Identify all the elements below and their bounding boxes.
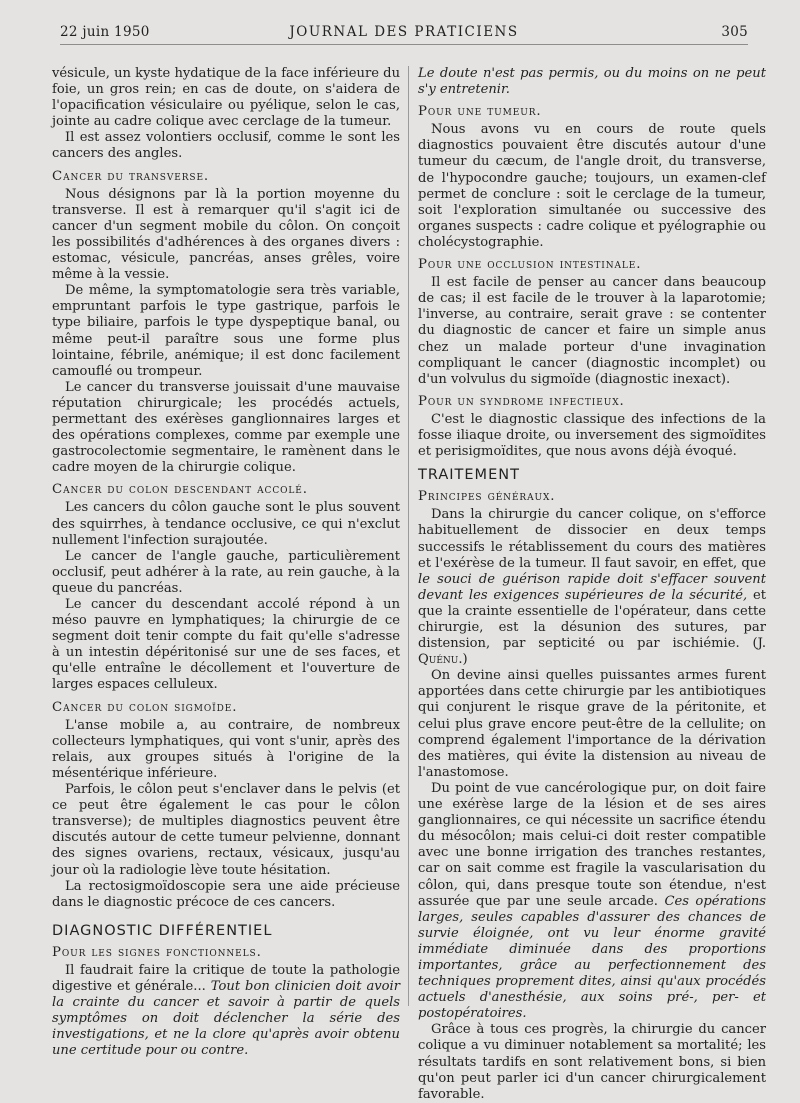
subheading-signes: Pour les signes fonctionnels.: [52, 944, 262, 960]
emphasis-run: le souci de guérison rapide doit s'effacer souvent devant les exigences supérieures de la sécurité,: [418, 571, 766, 603]
subheading-sigmoide: Cancer du colon sigmoïde.: [52, 699, 238, 715]
paragraph: C'est le diagnostic classique des infections de la fosse iliaque droite, ou inversement des sigmoïdites et perisigmoïdites, que nous avons déjà évoqué.: [418, 411, 766, 460]
left-column: [52, 66, 400, 1060]
paragraph: L'anse mobile a, au contraire, de nombreux collecteurs lymphatiques, qui vont s'unir, après des relais, aux groupes situés à l'origine de la mésentérique inférieure.: [52, 717, 400, 781]
paragraph: Il est facile de penser au cancer dans beaucoup de cas; il est facile de le trouver à la laparotomie; l'inverse, au contraire, serait grave : se contenter du diagnostic de cancer et faire un simple anus chez un malade porteur d'une invagination compliquant le cancer (diagnostic incomplet) ou d'un volvulus du sigmoïde (diagnostic inexact).: [418, 275, 766, 387]
text-run: Il faudrait faire la critique de toute la pathologie digestive et générale...: [52, 962, 400, 995]
subheading-principes: Principes généraux.: [418, 489, 556, 505]
paragraph: Nous avons vu en cours de route quels diagnostics pouvaient être discutés autour d'une tumeur du cæcum, de l'angle droit, du transverse, de l'hypocondre gauche; toujours, un examen-clef permet de conclure : soit le cerclage de la tumeur, soit l'exploration simultanée ou successive des organes suspects : cadre colique et pyélographie ou cholécystographie.: [418, 122, 766, 250]
subheading-tumeur: Pour une tumeur.: [418, 104, 542, 120]
paragraph: [52, 963, 400, 1060]
text-run: Du point de vue cancérologique pur, on doit faire une exérèse large de la lésion et de ses aires ganglionnaires, ce qui nécessite un sacrifice étendu du mésocôlon; mais celui-ci doit rester compatible avec une bonne irrigation des tranches restantes, car on sait comme est fragile la vascularisation du côlon, qui, dans presque toute son étendue, n'est assurée que par une seule arcade.: [418, 780, 766, 909]
paragraph: Le cancer du descendant accolé répond à un méso pauvre en lymphatiques; la chirurgie de ce segment doit tenir compte du fait qu'elle s'adresse à un intestin dépéritonisé sur une de ses faces, et qu'elle entraîne le décollement et l'ouverture de larges espaces celluleux.: [52, 597, 400, 693]
section-heading-traitement: TRAITEMENT: [418, 467, 520, 484]
paragraph: [418, 507, 766, 668]
section-heading-diagnostic: DIAGNOSTIC DIFFÉRENTIEL: [52, 922, 273, 939]
paragraph: [418, 66, 766, 98]
subheading-transverse: Cancer du transverse.: [52, 168, 210, 184]
paragraph: [418, 781, 766, 1022]
paragraph: La rectosigmoïdoscopie sera une aide précieuse dans le diagnostic précoce de ces cancers.: [52, 878, 400, 910]
subheading-occlusion: Pour une occlusion intestinale.: [418, 257, 642, 273]
emphasis-run: Le doute n'est pas permis, ou du moins on ne peut s'y entretenir.: [418, 66, 766, 98]
author-name: Quénu: [418, 652, 459, 668]
paragraph: Le cancer de l'angle gauche, particulièrement occlusif, peut adhérer à la rate, au rein gauche, à la queue du pancréas.: [52, 548, 400, 596]
paragraph: Grâce à tous ces progrès, la chirurgie du cancer colique a vu diminuer notablement sa mortalité; les résultats tardifs en sont relativement bons, si bien qu'on peut parler ici d'un cancer chirurgicalement favorable.: [418, 1022, 766, 1102]
paragraph: Les cancers du côlon gauche sont le plus souvent des squirrhes, à tendance occlusive, ce qui n'exclut nullement l'infection surajoutée.: [52, 500, 400, 548]
running-head: [60, 22, 748, 45]
paragraph: Nous désignons par là la portion moyenne du transverse. Il est à remarquer qu'il s'agit ici de cancer d'un segment mobile du côlon. On conçoit les possibilités d'adhérences à des organes divers : estomac, vésicule, pancréas, anses grêles, voire même à la vessie.: [52, 186, 400, 283]
right-column: [418, 66, 766, 1103]
subheading-infectieux: Pour un syndrome infectieux.: [418, 393, 625, 409]
paragraph: Le cancer du transverse jouissait d'une mauvaise réputation chirurgicale; les procédés actuels, permettant des exérèses ganglionnaires larges et des opérations complexes, comme par exemple une gastrocolectomie segmentaire, le ramènent dans le cadre moyen de la chirurgie colique.: [52, 379, 400, 476]
paragraph: Parfois, le côlon peut s'enclaver dans le pelvis (et ce peut être également le cas pour le côlon transverse); de multiples diagnostics peuvent être discutés autour de cette tumeur pelvienne, donnant des signes ovariens, rectaux, vésicaux, jusqu'au jour où la radiologie lève toute hésitation.: [52, 782, 400, 878]
emphasis-run: Ces opérations larges, seules capables d'assurer des chances de survie éloignée, ont vu leur énorme gravité immédiate diminuée dans des proportions importantes, grâce au perfectionnement des techniques proprement dites, ainsi qu'aux procédés actuels d'anesthésie, aux soins pré-, per- et postopératoires.: [418, 893, 766, 1022]
text-run: .): [458, 652, 468, 668]
issue-date: 22 juin 1950: [60, 24, 150, 40]
text-run: Dans la chirurgie du cancer colique, on s'efforce habituellement de dissocier en deux temps successifs le rétablissement du cours des matières et l'exérèse de la tumeur. Il faut savoir, en effet, que: [418, 507, 766, 571]
subheading-descendant: Cancer du colon descendant accolé.: [52, 482, 308, 498]
emphasis-run: Tout bon clinicien doit avoir la crainte du cancer et savoir à partir de quels symptômes on doit déclencher la série des investigations, et ne la clore qu'après avoir obtenu une certitude pour ou contre.: [52, 979, 400, 1059]
page-number: 305: [721, 24, 748, 40]
paragraph: De même, la symptomatologie sera très variable, empruntant parfois le type gastrique, parfois le type biliaire, parfois le type dyspeptique banal, ou même peut-il paraître sous une forme plus lointaine, fébrile, anémique; il est donc facilement camouflé ou trompeur.: [52, 283, 400, 379]
column-divider: [408, 66, 409, 1006]
paragraph: vésicule, un kyste hydatique de la face inférieure du foie, un gros rein; en cas de doute, on s'aidera de l'opacification vésiculaire ou pyélique, selon le cas, jointe au cadre colique avec cerclage de la tumeur.: [52, 66, 400, 130]
text-run: et que la crainte essentielle de l'opérateur, dans cette chirurgie, est la désunion des sutures, par distension, par septicité ou par ischiémie. (J.: [418, 587, 766, 652]
paragraph: On devine ainsi quelles puissantes armes furent apportées dans cette chirurgie par les antibiotiques qui conjurent le risque grave de la péritonite, et celui plus grave encore peut-être de la cellulite; on comprend également l'importance de la dérivation des matières, qui évite la distension au niveau de l'anastomose.: [418, 668, 766, 780]
journal-title: JOURNAL DES PRATICIENS: [289, 24, 519, 40]
paragraph: Il est assez volontiers occlusif, comme le sont les cancers des angles.: [52, 130, 400, 162]
